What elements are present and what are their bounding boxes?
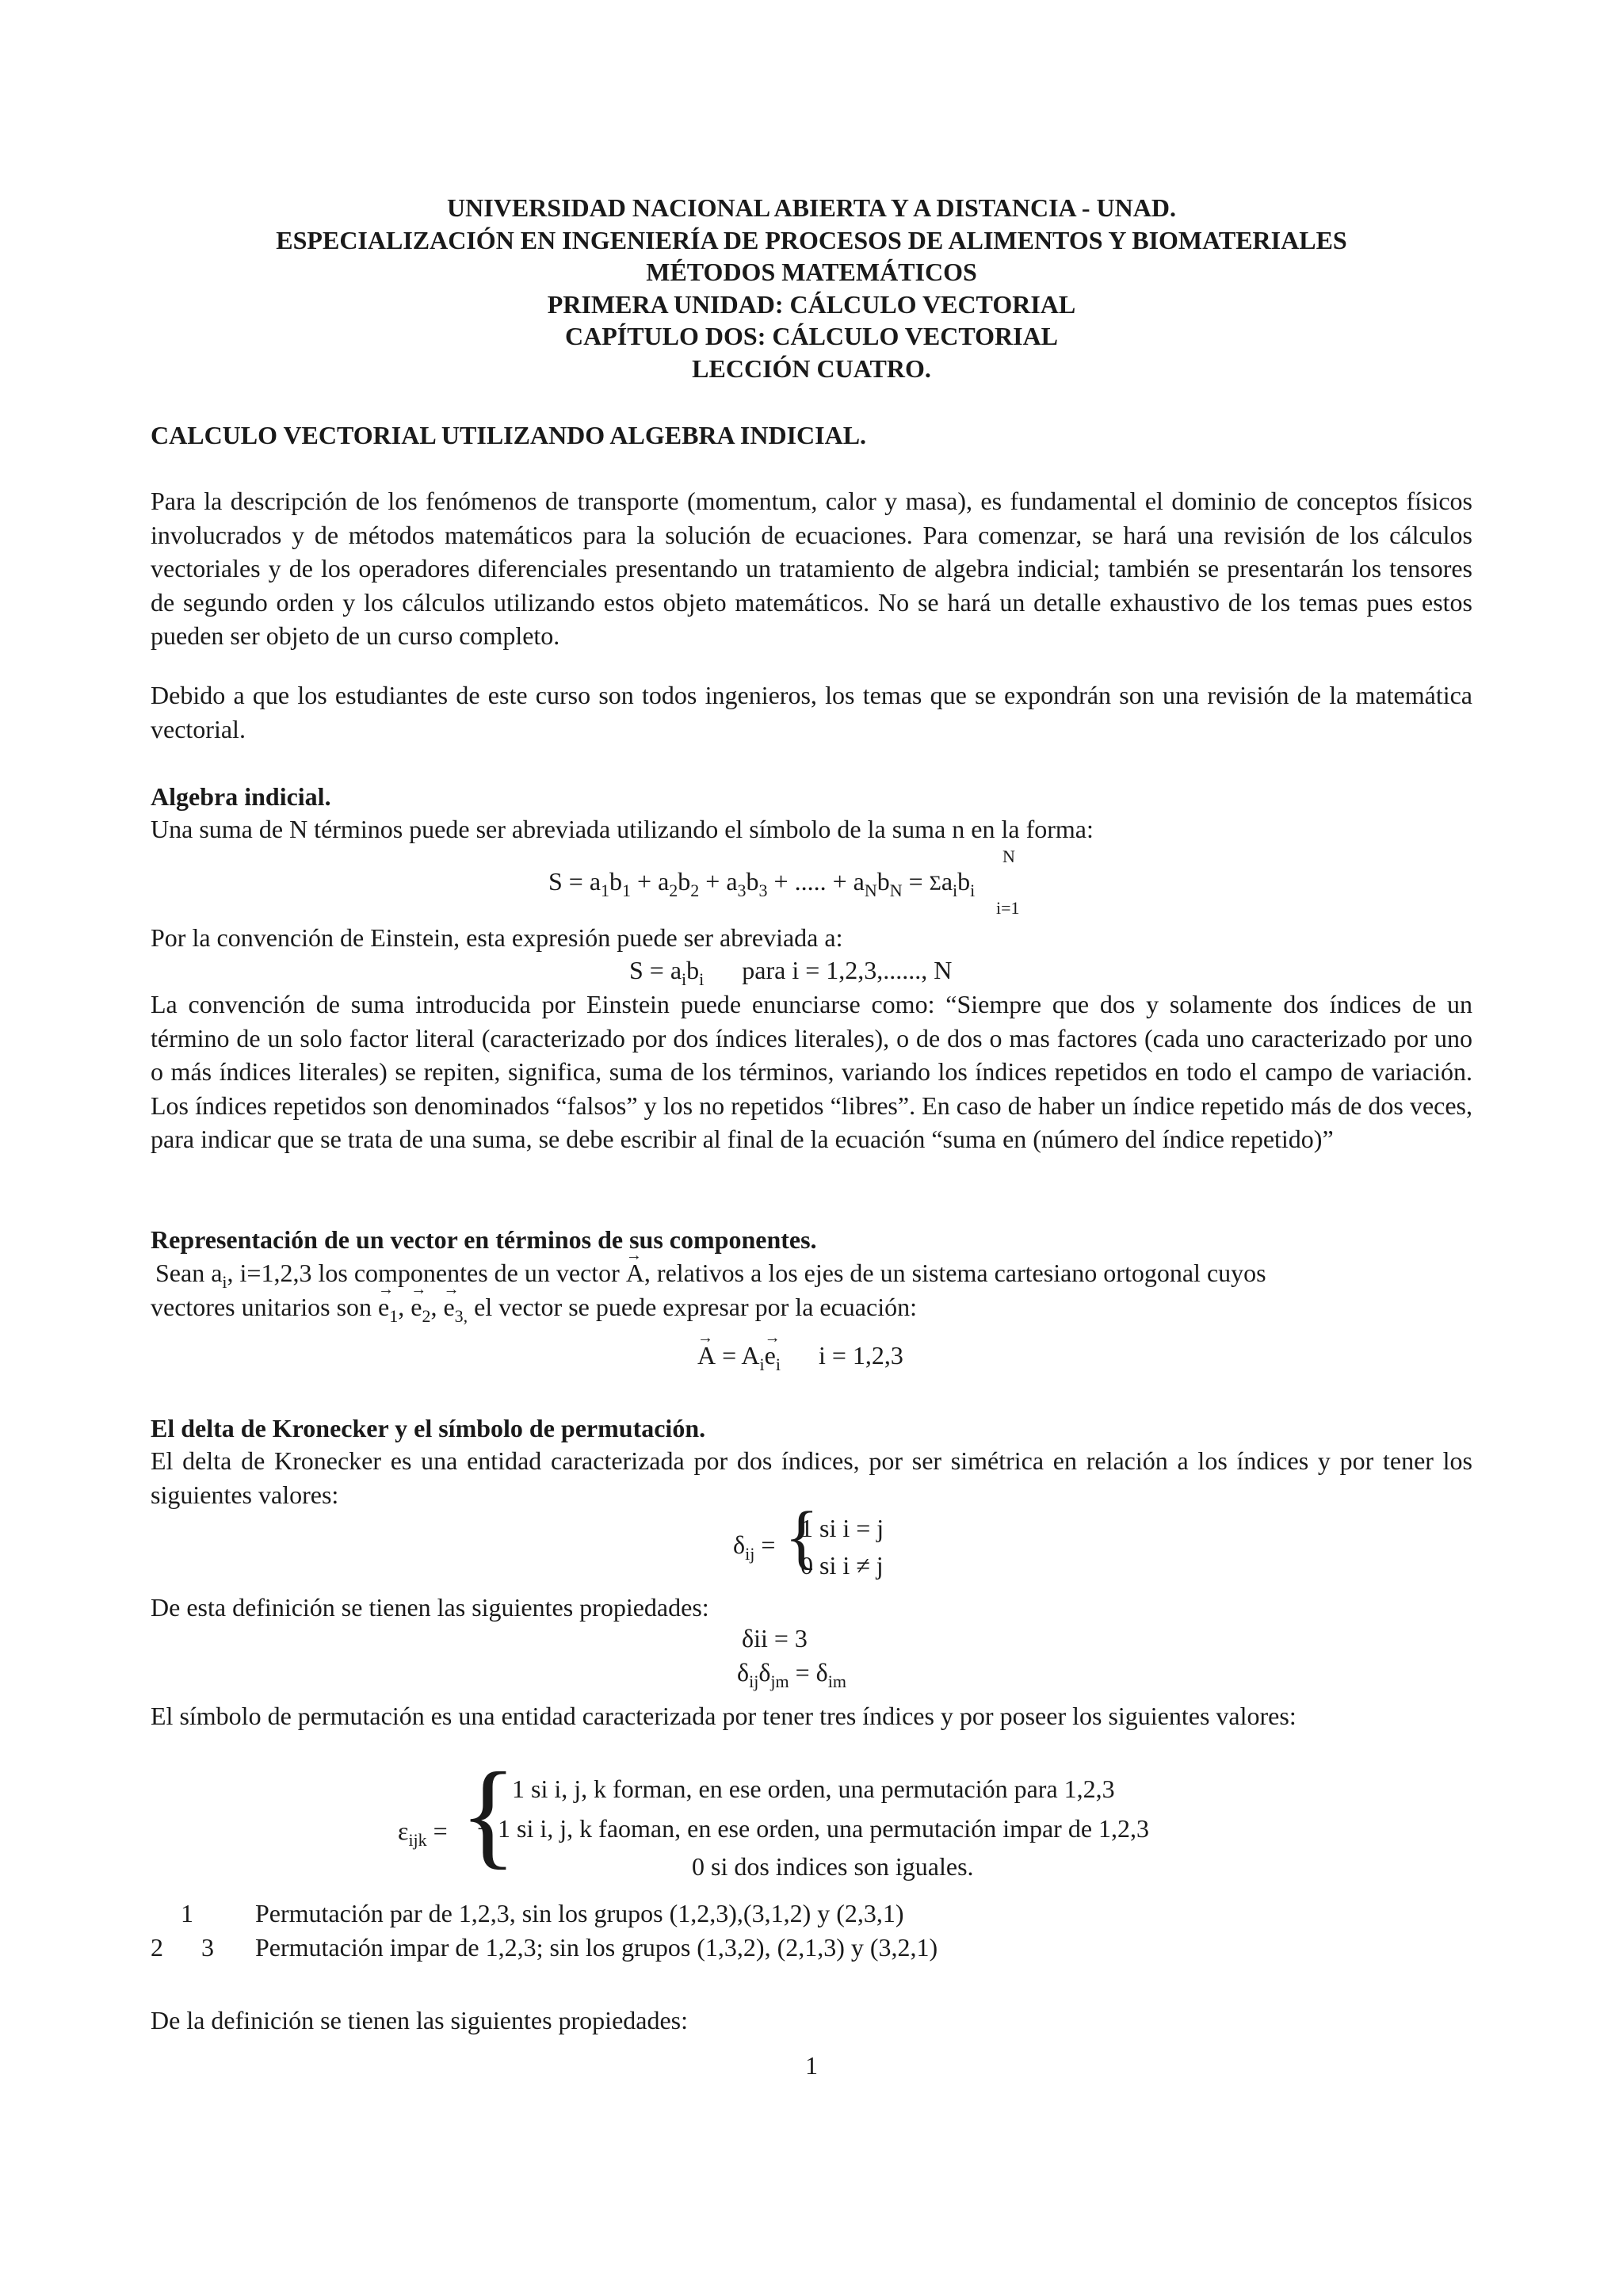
- note-2-number: 2 3: [151, 1933, 214, 1962]
- vector-heading: Representación de un vector en términos de sus componentes.: [151, 1225, 817, 1254]
- document-header: [151, 192, 1472, 384]
- kronecker-case-1: 1 si i = j: [800, 1514, 884, 1542]
- algebra-paragraph-1: Una suma de N términos puede ser abreviada utilizando el símbolo de la suma n en la forma:: [151, 815, 1094, 843]
- vector-paragraph-line-2: vectores unitarios son → $e_1$, → $e_2$, → $e_{3,}$ el vector se puede expresar por la ecuación:: [151, 1290, 917, 1327]
- vector-paragraph-line-1: Sean $a_i$, i=1,2,3 los componentes de un vector → A, relativos a los ejes de un sistema cartesiano ortogonal cuyos: [155, 1256, 1472, 1293]
- permutation-brace: {: [460, 1748, 517, 1880]
- kronecker-brace: {: [785, 1498, 819, 1576]
- vector-equation: → $A = A_i\to e_i$ i = 1,2,3: [697, 1339, 903, 1374]
- einstein-equation: $S = a_ib_i$ para i = 1,2,3,......, N: [629, 956, 953, 989]
- header-unit: PRIMERA UNIDAD: CÁLCULO VECTORIAL: [547, 289, 1076, 319]
- note-1-text: Permutación par de 1,2,3, sin los grupos (1,2,3),(3,1,2) y (2,3,1): [255, 1899, 904, 1927]
- section-title: CALCULO VECTORIAL UTILIZANDO ALGEBRA INDICIAL.: [151, 421, 867, 449]
- sum-lower-limit: i=1: [996, 898, 1020, 918]
- kronecker-lhs: $\delta_{ij}$ =: [733, 1530, 776, 1564]
- permutation-lhs: $\varepsilon_{ijk}$ =: [398, 1817, 448, 1850]
- header-program: ESPECIALIZACIÓN EN INGENIERÍA DE PROCESOS DE ALIMENTOS Y BIOMATERIALES: [276, 225, 1347, 254]
- kronecker-paragraph-2: De esta definición se tienen las siguientes propiedades:: [151, 1593, 709, 1622]
- header-university: UNIVERSIDAD NACIONAL ABIERTA Y A DISTANCIA - UNAD.: [447, 193, 1176, 222]
- permutation-case-1: 1 si i, j, k forman, en ese orden, una permutación para 1,2,3: [512, 1775, 1115, 1803]
- header-chapter: CAPÍTULO DOS: CÁLCULO VECTORIAL: [564, 322, 1059, 350]
- kronecker-property-1: δii = 3: [742, 1624, 808, 1652]
- sum-equation: $S = a_1b_1 + a_2b_2 + a_3b_3$ + ..... + $a_Nb_N = \Sigma a_ib_i$: [548, 867, 976, 900]
- permutation-paragraph: El símbolo de permutación es una entidad caracterizada por tener tres índices y por poseer los siguientes valores:: [151, 1702, 1296, 1730]
- header-lesson: LECCIÓN CUATRO.: [692, 353, 931, 383]
- page-number: 1: [805, 2051, 818, 2080]
- kronecker-case-2: 0 si i ≠ j: [800, 1551, 884, 1580]
- kronecker-paragraph-1: El delta de Kronecker es una entidad caracterizada por dos índices, por ser simétrica en relación a los índices y por tener los siguientes valores:: [151, 1446, 1472, 1509]
- algebra-paragraph-3: La convención de suma introducida por Einstein puede enunciarse como: “Siempre que dos y solamente dos índices de un término de un solo factor literal (caracterizado por dos índices literales), o de dos o mas factores (cada uno caracterizado por uno o más índices literales) se repiten, significa, suma de los términos, variando los índices repetidos en todo el campo de variación. Los índices repetidos son denominados “falsos” y los no repetidos “libres”. En caso de haber un índice repetido más de dos veces, para indicar que se trata de una suma, se debe escribir al final de la ecuación “suma en (número del índice repetido)”: [151, 990, 1472, 1153]
- kronecker-heading: El delta de Kronecker y el símbolo de permutación.: [151, 1414, 706, 1442]
- algebra-heading: Algebra indicial.: [151, 782, 331, 811]
- permutation-case-3: 0 si dos indices son iguales.: [692, 1852, 974, 1881]
- kronecker-paragraph-4: De la definición se tienen las siguientes propiedades:: [151, 2006, 689, 2034]
- header-course: MÉTODOS MATEMÁTICOS: [646, 258, 977, 286]
- sum-upper-limit: N: [1002, 846, 1015, 866]
- permutation-case-2: − 1 si i, j, k faoman, en ese orden, una permutación impar de 1,2,3: [477, 1814, 1150, 1843]
- kronecker-property-2: $\delta_{ij}\delta_{jm} = \delta_{im}$: [737, 1658, 846, 1691]
- note-1-number: 1: [181, 1899, 193, 1927]
- intro-paragraph-2: Debido a que los estudiantes de este curso son todos ingenieros, los temas que se expondrán son una revisión de la matemática vectorial.: [151, 681, 1472, 743]
- algebra-paragraph-2: Por la convención de Einstein, esta expresión puede ser abreviada a:: [151, 923, 843, 952]
- intro-paragraph-1: Para la descripción de los fenómenos de transporte (momentum, calor y masa), es fundamental el dominio de conceptos físicos involucrados y de métodos matemáticos para la solución de ecuaciones. Para comenzar, se hará una revisión de los cálculos vectoriales y de los operadores diferenciales presentando un tratamiento de algebra indicial; también se presentarán los tensores de segundo orden y los cálculos utilizando estos objeto matemáticos. No se hará un detalle exhaustivo de los temas pues estos pueden ser objeto de un curso completo.: [151, 487, 1472, 650]
- note-2-text: Permutación impar de 1,2,3; sin los grupos (1,3,2), (2,1,3) y (3,2,1): [255, 1933, 938, 1962]
